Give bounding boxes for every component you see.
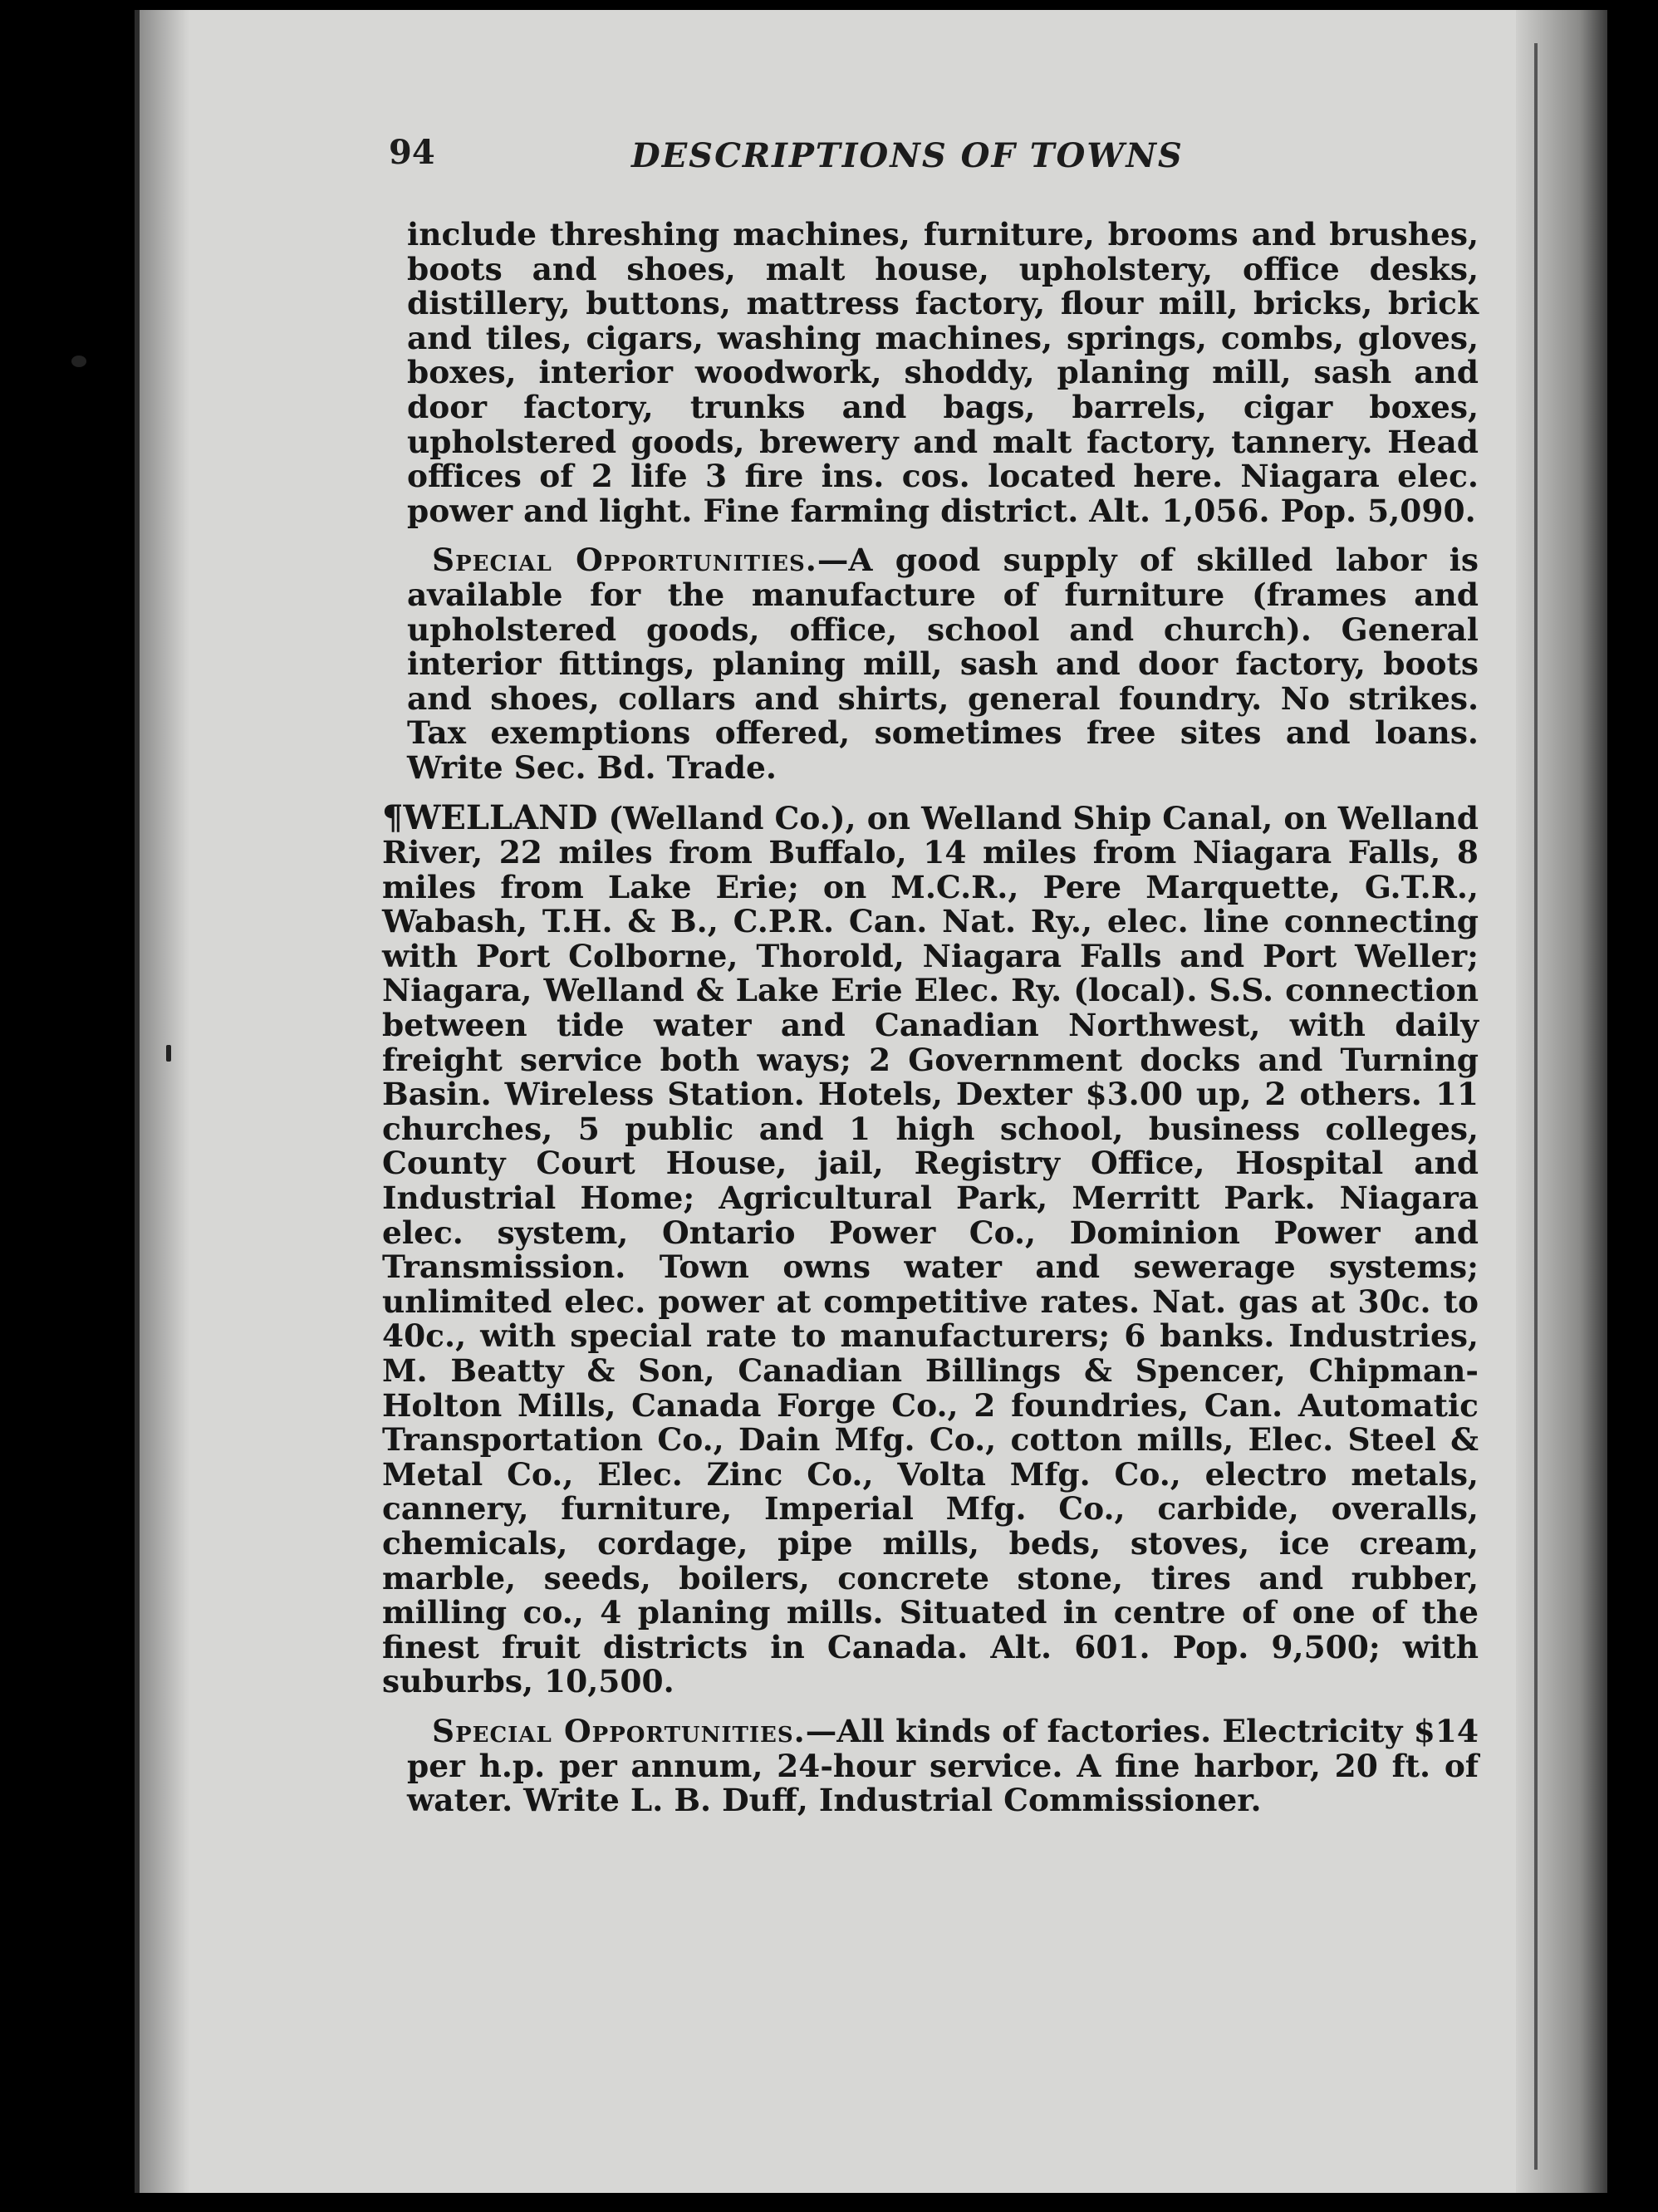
entry-welland bbox=[382, 797, 1479, 1700]
section-label: Special Opportunities. bbox=[432, 542, 817, 579]
paragraph-text: (Welland Co.), on Welland Ship Canal, on Welland River, 22 miles from Buffalo, 14 miles from Niagara Falls, 8 miles from Lake Erie; on M.C.R., Pere Marquette, G.T.R., Wabash, T.H. & B., C.P.R. Can. Nat. Ry., elec. line connecting with Port Colborne, Thorold, Niagara Falls and Port Weller; Niagara, Welland & Lake Erie Elec. Ry. (local). S.S. connection between tide water and Canadian Northwest, with daily freight service both ways; 2 Government docks and Turning Basin. Wireless Station. Hotels, Dexter $3.00 up, 2 others. 11 churches, 5 public and 1 high school, business colleges, County Court House, jail, Registry Office, Hospital and Industrial Home; Agricultural Park, Merritt Park. Niagara elec. system, Ontario Power Co., Dominion Power and Transmission. Town owns water and sewerage systems; unlimited elec. power at competitive rates. Nat. gas at 30c. to 40c., with special rate to manufacturers; 6 banks. Industries, M. Beatty & Son, Canadian Billings & Spencer, Chipman-Holton Mills, Canada Forge Co., 2 foundries, Can. Automatic Transportation Co., Dain Mfg. Co., cotton mills, Elec. Steel & Metal Co., Elec. Zinc Co., Volta Mfg. Co., electro metals, cannery, furniture, Imperial Mfg. Co., carbide, overalls, chemicals, cordage, pipe mills, beds, stoves, ice cream, marble, seeds, boilers, concrete stone, tires and rubber, milling co., 4 planing mills. Situated in centre of one of the finest fruit districts in Canada. Alt. 601. Pop. 9,500; with suburbs, 10,500. bbox=[382, 799, 1479, 1700]
paragraph-text: include threshing machines, furniture, brooms and brushes, boots and shoes, malt house, upholstery, office desks, distillery, buttons, mattress factory, flour mill, bricks, brick and tiles, cigars, washing machines, springs, combs, gloves, boxes, interior woodwork, shoddy, planing mill, sash and door factory, trunks and bags, barrels, cigar boxes, upholstered goods, brewery and malt factory, tannery. Head offices of 2 life 3 fire ins. cos. located here. Niagara elec. power and light. Fine farming district. Alt. 1,056. Pop. 5,090. bbox=[407, 216, 1479, 529]
page-edge-line bbox=[1534, 43, 1538, 2170]
paragraph-industries bbox=[407, 218, 1479, 528]
page-gutter-shadow bbox=[140, 10, 189, 2193]
page-number: 94 bbox=[389, 133, 435, 172]
scan-speck bbox=[71, 356, 86, 367]
body-text bbox=[382, 216, 1479, 1819]
paragraph-special-opportunities bbox=[407, 543, 1479, 785]
town-name: WELLAND bbox=[403, 797, 598, 837]
scan-edge-bar bbox=[1607, 50, 1637, 2176]
paragraph-special-opportunities-welland bbox=[407, 1714, 1479, 1818]
page-edge bbox=[1516, 10, 1607, 2193]
running-head: DESCRIPTIONS OF TOWNS bbox=[631, 136, 1184, 175]
scan-speck bbox=[166, 1045, 171, 1062]
pilcrow-mark: ¶ bbox=[382, 797, 404, 837]
paragraph-text: —A good supply of skilled labor is available for the manufacture of furniture (frames and upholstered goods, office, school and church). General interior fittings, planing mill, sash and door factory, boots and shoes, collars and shirts, general foundry. No strikes. Tax exemptions offered, sometimes free sites and loans. Write Sec. Bd. Trade. bbox=[407, 542, 1479, 786]
section-label: Special Opportunities. bbox=[432, 1712, 806, 1749]
page-header bbox=[389, 133, 1257, 183]
paragraph-text: —All kinds of factories. Electricity $14 per h.p. per annum, 24-hour service. A fine harbor, 20 ft. of water. Write L. B. Duff, Industrial Commissioner. bbox=[407, 1712, 1479, 1819]
